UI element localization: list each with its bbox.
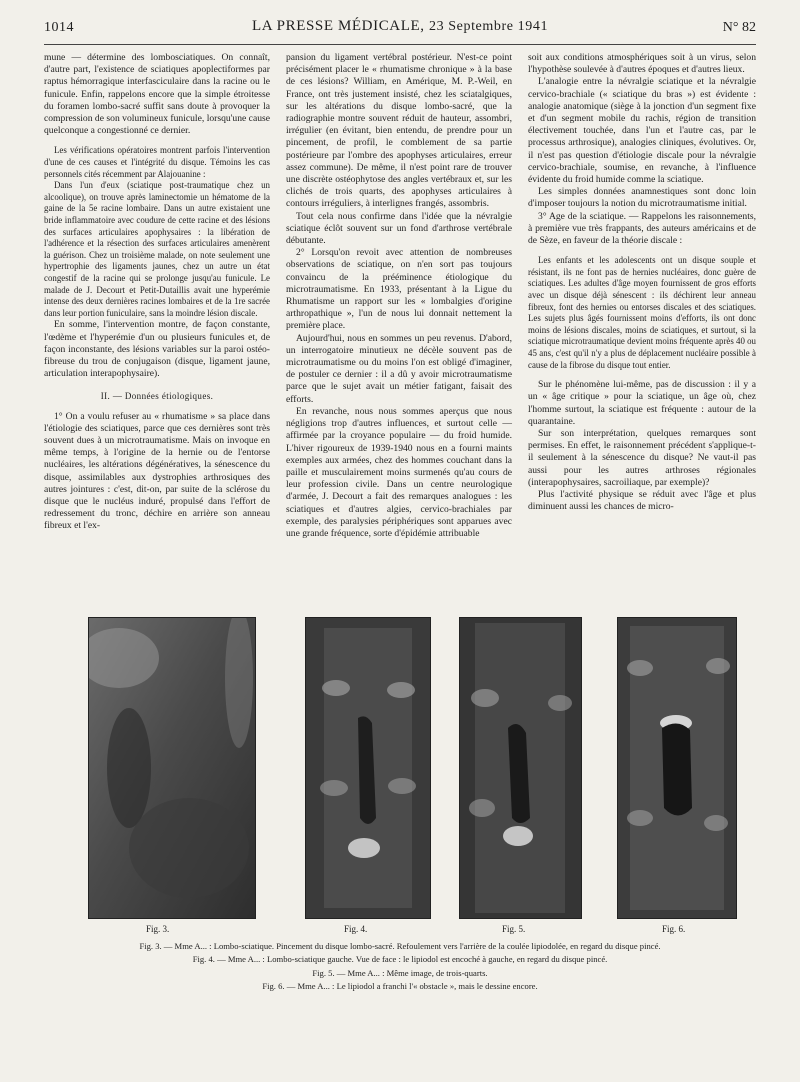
paragraph: Les simples données anamnestiques sont donc loin d'imposer toujours la notion du microtraumatisme initial. xyxy=(528,186,756,210)
figure-4-label: Fig. 4. xyxy=(344,924,368,934)
journal-title: LA PRESSE MÉDICALE, xyxy=(251,18,425,34)
paragraph: pansion du ligament vertébral postérieur. N'est-ce point précisément placer le « rhumatisme chronique » à la base de ces lésions? William, en Amérique, M. P.-Weil, en France, ont très justement insisté, chez les sciatalgiques, sur les altérations du disque lombo-sacré, que la radiographie montre souvent réduit de hauteur, assombri, irrégulier (en évitant, bien entendu, de prendre pour un pincement, de profil, le comblement de sa partie postérieure par l'ombre des apophyses articulaires, erreur assez commune). De même, il n'est point rare de trouver une discrète ostéophytose des angles vertébraux et, sur les clichés de trois quarts, des apophyses articulaires à contours irréguliers, à interlignes frangés, assombris. xyxy=(286,52,512,210)
paragraph: Les enfants et les adolescents ont un disque souple et résistant, ils ne font pas de hernies nucléaires, donc guère de sciatiques. Les adultes d'âge moyen fournissent de gros efforts avec un disque déjà sénescent : ils déchirent leur anneau fibreux, font des hernies ou entorses discales et des sciatiques. Les sujets plus âgés fournissent moins d'efforts, ils ont donc moins de lésions discales, moins de sciatiques, et surtout, si la sciatique microtraumatique devient moins fréquente après 40 ou 45 ans, c'est qu'il n'y a plus de déplacement nucléaire possible à cause de la fibrose du disque tout entier. xyxy=(528,255,756,370)
page-number: 1014 xyxy=(44,20,74,35)
paragraph: Aujourd'hui, nous en sommes un peu revenus. D'abord, un interrogatoire minutieux ne décèle souvent pas de microtraumatisme ou du moins l'on est obligé d'imaginer, de postuler ce dernier : il a dû y avoir microtraumatisme parce que le sujet avait un métier fatigant, faisait des efforts. xyxy=(286,332,512,405)
journal-title-line xyxy=(44,18,756,35)
issue-number: N° 82 xyxy=(722,20,756,35)
paragraph: L'analogie entre la névralgie sciatique et la névralgie cervico-brachiale (« sciatique du bras ») est évidente : analogie anatomique (siège à la jonction d'un segment fixe et d'un segment mobile du rachis, région de transition électivement touchée, dans l'un et l'autre cas, par le processus arthrosique), analogies cliniques, évolutives. Or, il n'est pas question d'étiologie discale pour la névralgie cervico-brachiale, soumise, en revanche, à l'influence évidente du froid humide comme la sciatique. xyxy=(528,76,756,186)
figure-caption: Fig. 3. — Mme A... : Lombo-sciatique. Pincement du disque lombo-sacré. Refoulement vers l'arrière de la coulée lipiodolée, en regard du disque pincé. xyxy=(139,941,661,951)
paragraph: Plus l'activité physique se réduit avec l'âge et plus diminuent aussi les chances de micro- xyxy=(528,489,756,513)
paragraph: 2° Lorsqu'on revoit avec attention de nombreuses observations de sciatique, on n'en sort pas toujours convaincu de la prééminence étiologique du microtraumatisme. En 1933, présentant à la Ligue du Rhumatisme un rapport sur les « lombalgies d'origine arthropathique », l'un de nous lui donnait nettement la première place. xyxy=(286,247,512,332)
header-rule xyxy=(44,44,756,45)
figure-caption: Fig. 4. — Mme A... : Lombo-sciatique gauche. Vue de face : le lipiodol est encoché à gauche, en regard du disque pincé. xyxy=(192,954,608,965)
paragraph: 3° Age de la sciatique. — Rappelons les raisonnements, à première vue très frappants, des auteurs américains et de de Sèze, en faveur de la théorie discale : xyxy=(528,210,756,247)
figure-5-label: Fig. 5. xyxy=(502,924,526,934)
figure-6-label: Fig. 6. xyxy=(662,924,686,934)
figure-3-label: Fig. 3. xyxy=(146,924,170,934)
paragraph: mune — détermine des lombosciatiques. On connaît, d'autre part, l'existence de sciatiques apoplectiformes par raptus hémorragique interfasciculaire dans la racine ou le funicule. Enfin, rappelons encore que la simple étroitesse du foramen lombo-sacré suffit sans doute à provoquer la compression de son volumineux funicule, lorsqu'une cause quelconque a congestionné ce dernier. xyxy=(44,52,270,137)
figure-caption: Fig. 5. — Mme A... : Même image, de trois-quarts. xyxy=(312,967,488,978)
issue-date: 23 Septembre 1941 xyxy=(428,19,549,34)
running-header xyxy=(44,14,756,36)
xray-figure-4 xyxy=(305,617,431,919)
paragraph: soit aux conditions atmosphériques soit à un virus, selon l'hypothèse soulevée à d'autres époques et d'autres lieux. xyxy=(528,52,756,76)
paragraph: Sur son interprétation, quelques remarques sont permises. En effet, le raisonnement précédent s'applique-t-il seulement à la sénescence du disque? Ne vaut-il pas aussi pour les autres arthroses régionales (interapophysaires, sacroiliaque, par exemple)? xyxy=(528,428,756,488)
paragraph: En revanche, nous nous sommes aperçus que nous négligions trop d'autres influences, et surtout celle — affirmée par la croyance populaire — du froid humide. L'hiver rigoureux de 1939-1940 nous en a fourni maints exemples aux armées, chez des hommes couchant dans la paille et musculairement moins surmenés qu'au cours de leur profession civile. Dans un centre neurologique d'armée, J. Decourt a fait des remarques analogues : les sciatiques et d'autres algies, cervico-brachiales par exemple, des paralysies périphériques sont apparues avec une grande fréquence, sorte d'épidémie attribuable xyxy=(286,405,512,539)
paragraph: Sur le phénomène lui-même, pas de discussion : il y a un « âge critique » pour la sciatique, un âge où, chez l'homme surtout, la sciatique est fréquente : autour de la quarantaine. xyxy=(528,379,756,427)
text-column-3 xyxy=(528,52,756,513)
paragraph: En somme, l'intervention montre, de façon constante, l'œdème et l'hyperémie d'un ou plusieurs funicules et, de façon inconstante, des lésions variables sur la paroi ostéo-fibreuse du trou de conjugaison (disque, ligament jaune, articulation interapophysaire). xyxy=(44,319,270,380)
xray-figure-3 xyxy=(88,617,256,919)
section-heading: II. — Données étiologiques. xyxy=(100,391,214,402)
text-column-1 xyxy=(44,52,270,533)
paragraph: Les vérifications opératoires montrent parfois l'intervention d'une de ces causes et l'intégrité du disque. Témoins les cas personnels cités récemment par Alajouanine : xyxy=(44,145,270,179)
text-column-2 xyxy=(286,52,512,540)
figure-captions xyxy=(44,940,756,994)
figure-caption: Fig. 6. — Mme A... : Le lipiodol a franchi l'« obstacle », mais le dessine encore. xyxy=(262,981,538,992)
xray-figure-6 xyxy=(617,617,737,919)
paragraph: Dans l'un d'eux (sciatique post-traumatique chez un alcoolique), on trouve après laminectomie un hématome de la gaine de la 5e racine lombaire. Dans un autre existaient une bride inflammatoire avec coudure de cette racine et des lésions des surfaces articulaires apophysaires : la libération de l'adhérence et la résection des surfaces articulaires amenèrent la guérison. Chez un troisième malade, on note seulement une hypertrophie des ligaments jaunes, chez un autre un état congestif de la racine qui se prolonge jusqu'au funicule. Le malade de J. Decourt et Petit-Dutaillis avait une hyperémie intense des deux dernières racines lombaires et de la 1re sacrée dans leur portion funiculaire, sans la moindre lésion discale. xyxy=(44,180,270,318)
xray-figure-5 xyxy=(459,617,582,919)
paragraph: 1° On a voulu refuser au « rhumatisme » sa place dans l'étiologie des sciatiques, parce que ces dernières sont très souvent dues à un microtraumatisme. Mais on invoque en même temps, à l'origine de la hernie ou de l'entorse nucléaires, les altérations dégénératives, la sénescence du disque, assimilables aux dystrophies arthrosiques des autres jointures : c'est, dit-on, par suite de la sclérose du disque que le nucléus induré, propulsé dans l'effort de redressement du tronc, déchire en arrière son anneau fibreux et l'ex- xyxy=(44,410,270,532)
paragraph: Tout cela nous confirme dans l'idée que la névralgie sciatique éclôt souvent sur un fond d'arthrose vertébrale débutante. xyxy=(286,210,512,247)
